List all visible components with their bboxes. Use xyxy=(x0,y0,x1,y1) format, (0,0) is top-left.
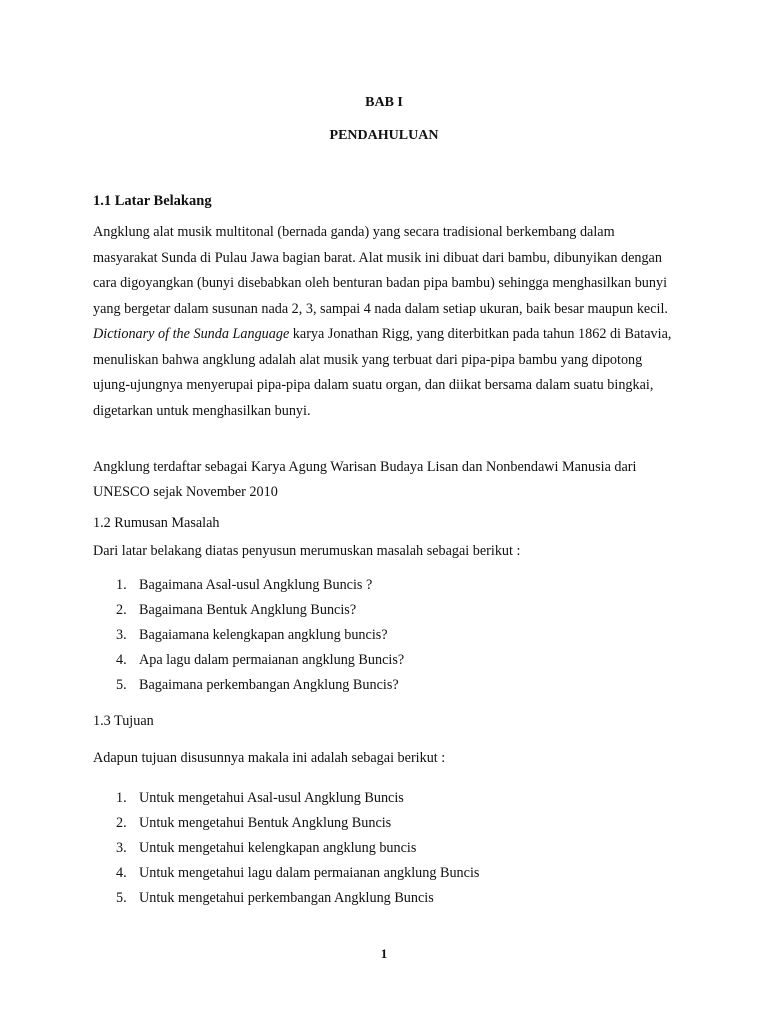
list-text: Bagaimana Asal-usul Angklung Buncis ? xyxy=(139,577,373,593)
list-item xyxy=(93,648,404,673)
list-item xyxy=(93,598,404,623)
list-number: 1. xyxy=(116,577,127,593)
background-paragraph-2: Angklung terdaftar sebagai Karya Agung Warisan Budaya Lisan dan Nonbendawi Manusia dari UNESCO sejak November 2010 xyxy=(93,459,637,500)
problem-list xyxy=(93,573,404,698)
list-number: 4. xyxy=(116,652,127,668)
list-item xyxy=(93,573,404,598)
list-number: 3. xyxy=(116,627,127,643)
list-item xyxy=(93,836,479,861)
list-number: 5. xyxy=(116,890,127,906)
chapter-label: BAB I xyxy=(365,95,403,110)
list-item xyxy=(93,673,404,698)
list-number: 2. xyxy=(116,815,127,831)
list-text: Untuk mengetahui kelengkapan angklung buncis xyxy=(139,840,417,856)
list-number: 4. xyxy=(116,865,127,881)
section-heading-1-3: 1.3 Tujuan xyxy=(93,713,154,729)
list-text: Untuk mengetahui perkembangan Angklung Buncis xyxy=(139,890,434,906)
list-item xyxy=(93,623,404,648)
background-paragraph-1 xyxy=(93,220,673,424)
paragraph-text-part: Angklung alat musik multitonal (bernada ganda) yang secara tradisional berkembang dalam masyarakat Sunda di Pulau Jawa bagian barat. Alat musik ini dibuat dari bambu, dibunyikan dengan cara digoyangkan (bunyi disebabkan oleh benturan badan pipa bambu) sehingga menghasilkan bunyi yang bergetar dalam susunan nada 2, 3, sampai 4 nada dalam setiap ukuran, baik besar maupun kecil. xyxy=(93,224,668,317)
problem-intro: Dari latar belakang diatas penyusun merumuskan masalah sebagai berikut : xyxy=(93,543,521,559)
book-title-italic: Dictionary of the Sunda Language xyxy=(93,326,290,342)
list-item xyxy=(93,861,479,886)
list-number: 2. xyxy=(116,602,127,618)
goal-list xyxy=(93,786,479,911)
list-text: Untuk mengetahui Asal-usul Angklung Buncis xyxy=(139,790,404,806)
list-text: Apa lagu dalam permaianan angklung Buncis? xyxy=(139,652,405,668)
list-text: Untuk mengetahui Bentuk Angklung Buncis xyxy=(139,815,392,831)
list-number: 3. xyxy=(116,840,127,856)
list-text: Untuk mengetahui lagu dalam permaianan angklung Buncis xyxy=(139,865,480,881)
list-item xyxy=(93,786,479,811)
list-text: Bagaimana Bentuk Angklung Buncis? xyxy=(139,602,357,618)
list-number: 5. xyxy=(116,677,127,693)
list-text: Bagaimana perkembangan Angklung Buncis? xyxy=(139,677,399,693)
goal-intro: Adapun tujuan disusunnya makala ini adalah sebagai berikut : xyxy=(93,750,446,766)
section-heading-1-2: 1.2 Rumusan Masalah xyxy=(93,515,220,531)
page-number: 1 xyxy=(380,946,388,961)
list-item xyxy=(93,811,479,836)
list-number: 1. xyxy=(116,790,127,806)
chapter-title: PENDAHULUAN xyxy=(329,128,439,143)
section-heading-1-1: 1.1 Latar Belakang xyxy=(93,193,212,209)
paragraph-text-part: karya Jonathan Rigg, yang diterbitkan pada tahun 1862 di Batavia, menuliskan bahwa angklung adalah alat musik yang terbuat dari pipa-pipa bambu yang dipotong ujung-ujungnya menyerupai pipa-pipa dalam suatu organ, dan diikat bersama dalam suatu bingkai, digetarkan untuk menghasilkan bunyi. xyxy=(93,326,672,419)
list-item xyxy=(93,886,479,911)
list-text: Bagaiamana kelengkapan angklung buncis? xyxy=(139,627,388,643)
